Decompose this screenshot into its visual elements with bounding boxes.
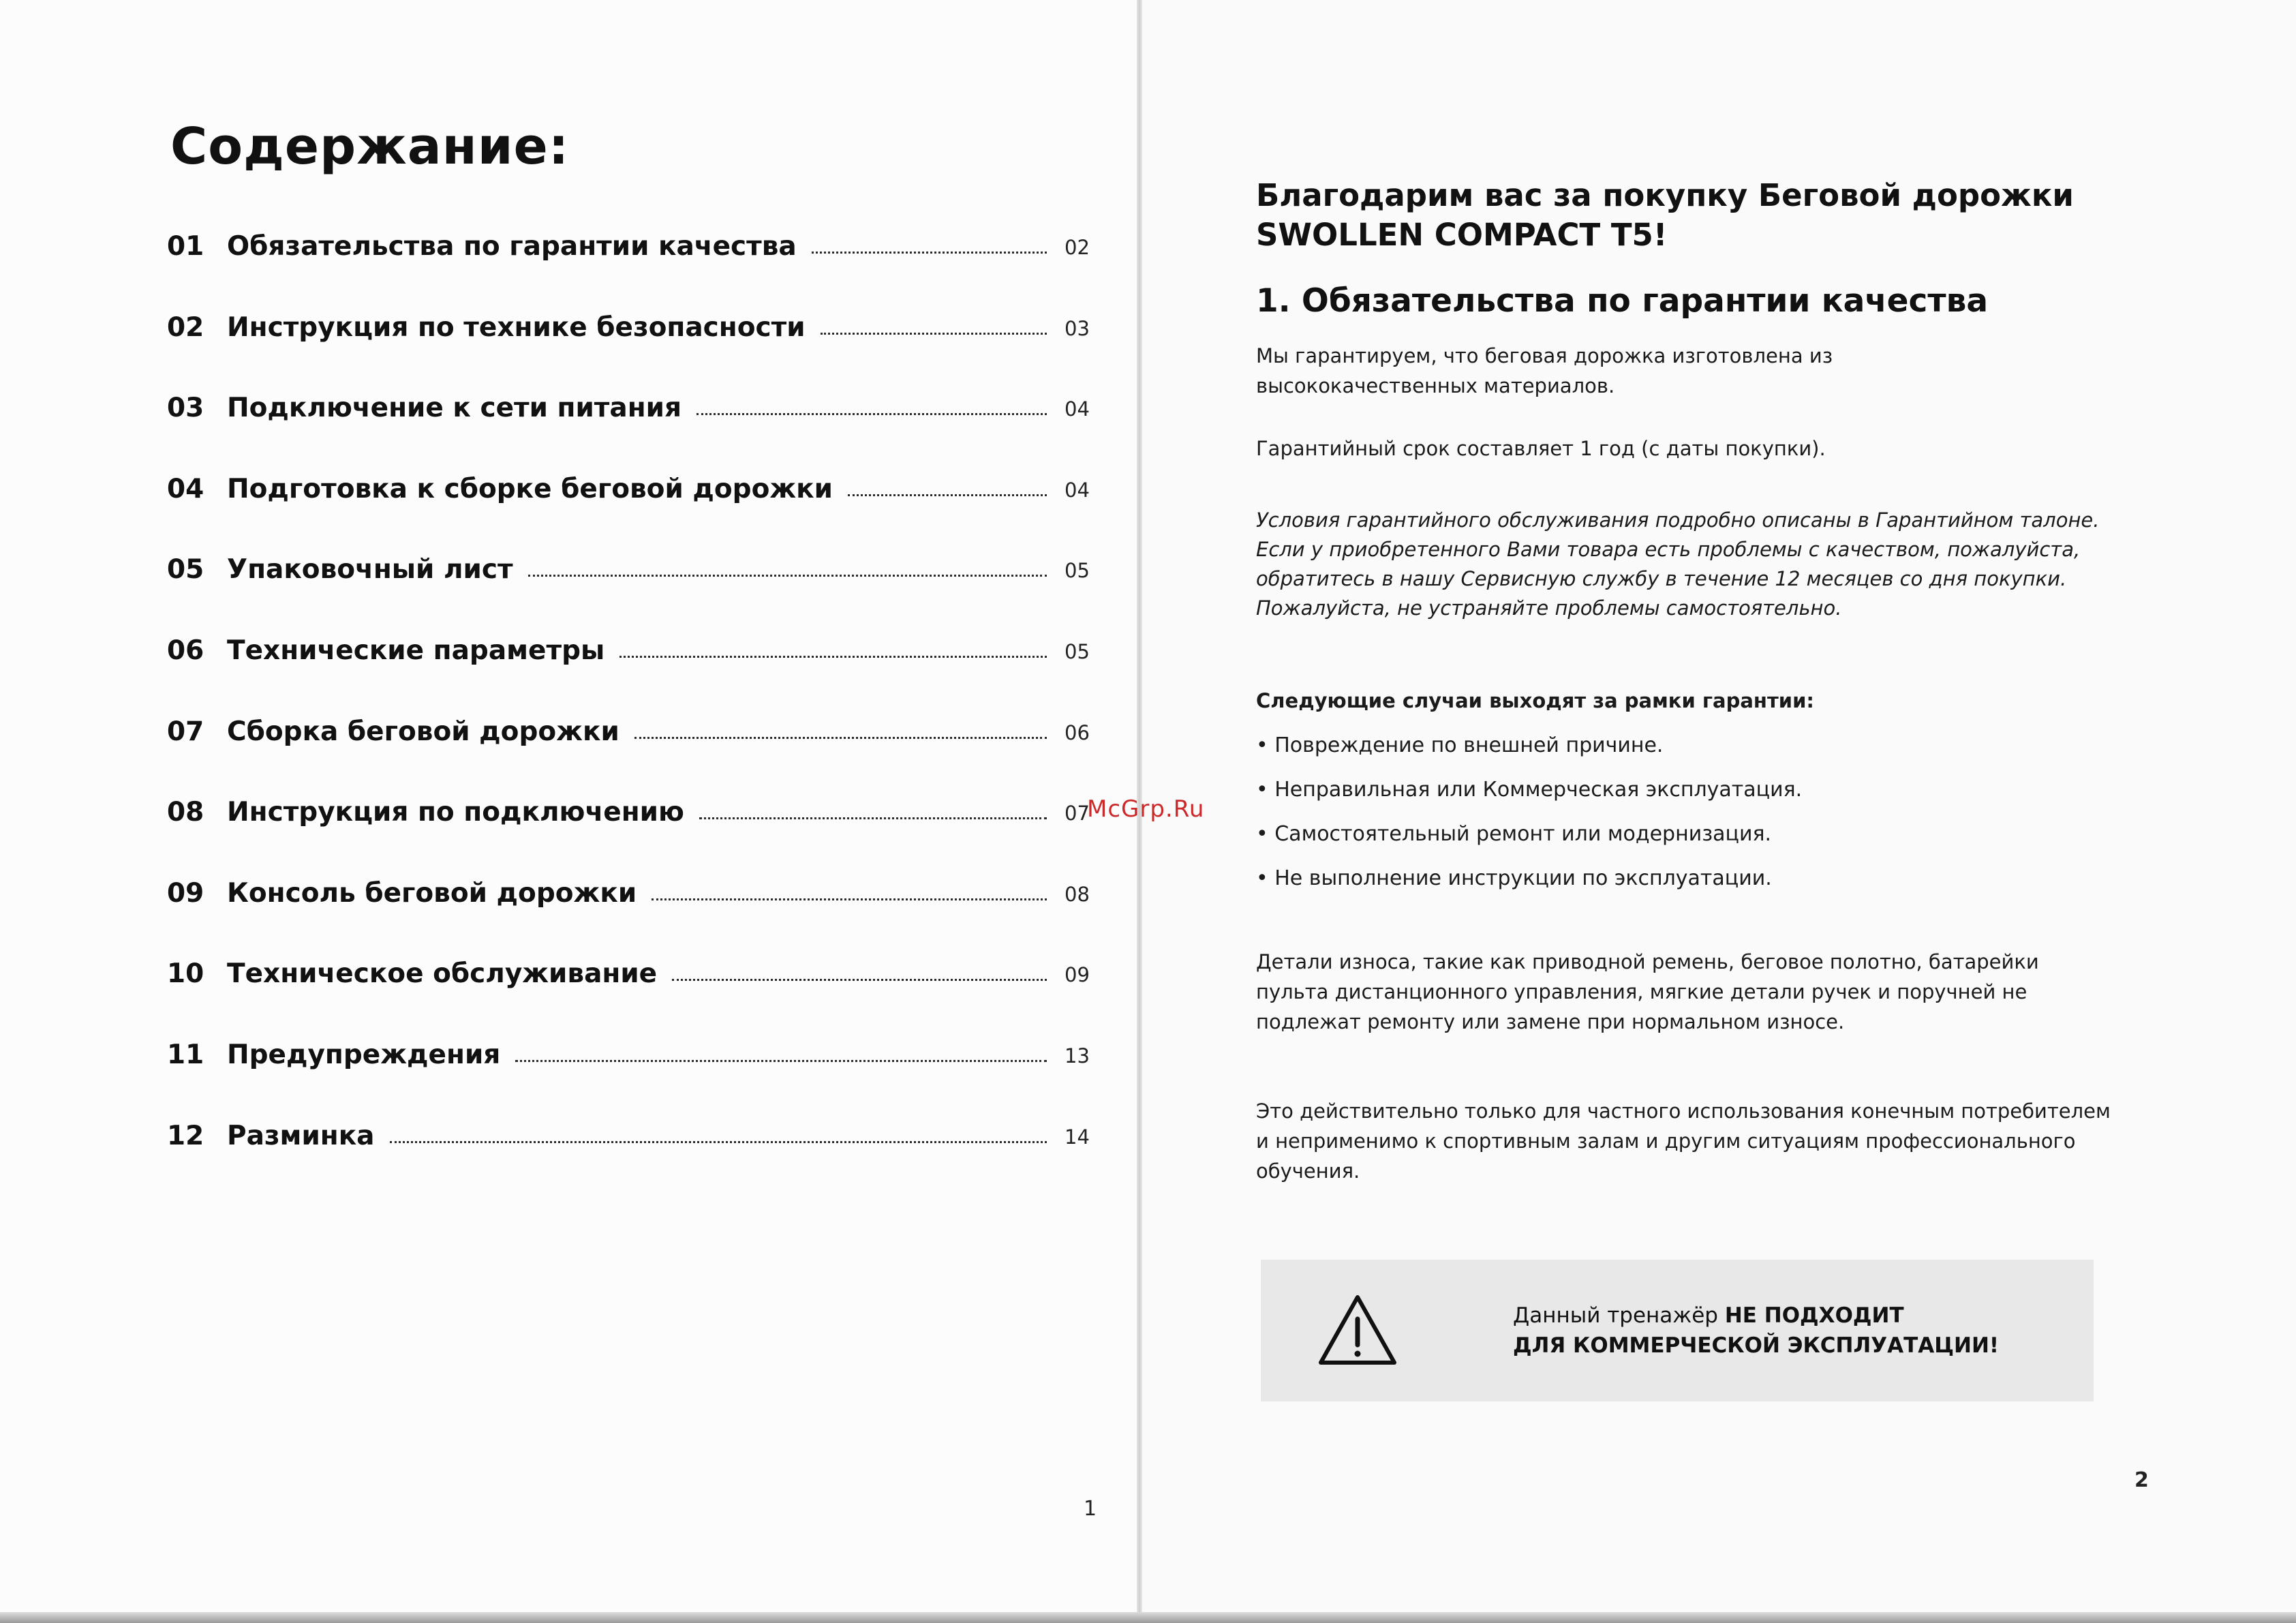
contents-row-page: 09 [1065,963,1090,986]
contents-row-page: 05 [1065,640,1090,663]
contents-row-label: Инструкция по технике безопасности [227,312,806,343]
contents-row-page: 05 [1065,559,1090,582]
contents-row-page: 07 [1065,802,1090,825]
warranty-period-paragraph: Гарантийный срок составляет 1 год (с даты покупки). [1256,437,1826,460]
contents-row-number: 02 [167,312,204,343]
notice-prefix: Данный тренажёр [1513,1303,1725,1328]
contents-row-number: 10 [167,958,204,989]
contents-dot-leader [619,656,1047,658]
contents-row-page: 13 [1065,1044,1090,1067]
contents-dot-leader [634,737,1047,739]
contents-row-page: 06 [1065,721,1090,744]
contents-row-number: 04 [167,474,204,504]
section-heading: 1. Обязательства по гарантии качества [1256,282,1989,320]
watermark: McGrp.Ru [1087,795,1205,823]
exclusions-heading: Следующие случаи выходят за рамки гарантии: [1256,689,1815,712]
contents-row-number: 01 [167,231,204,262]
contents-dot-leader [821,333,1047,335]
contents-row-label: Разминка [227,1121,375,1151]
contents-row-number: 05 [167,554,204,585]
commercial-use-notice [1261,1260,2094,1401]
service-conditions-paragraph: Условия гарантийного обслуживания подробно описаны в Гарантийном талоне. Если у приобретенного Вами товара есть проблемы с качеством, пожалуйста, обратитесь в нашу Сервисную службу в течение 12 месяцев со дня покупки. Пожалуйста, не устраняйте проблемы самостоятельно. [1256,509,2100,620]
contents-row-page: 02 [1065,236,1090,259]
contents-row [167,865,1097,909]
contents-row-label: Упаковочный лист [227,554,513,585]
contents-row-number: 12 [167,1121,204,1151]
contents-row-page: 04 [1065,479,1090,502]
page-number-left: 1 [1084,1497,1097,1521]
exclusion-item: • Неправильная или Коммерческая эксплуатация. [1256,778,1803,802]
contents-row-page: 03 [1065,317,1090,340]
exclusion-item: • Не выполнение инструкции по эксплуатации. [1256,866,1772,890]
thanks-heading [1256,176,2115,255]
page-edge-shadow [0,1612,2296,1623]
contents-row [167,703,1097,747]
contents-dot-leader [652,898,1047,900]
guarantee-paragraph: Мы гарантируем, что беговая дорожка изготовлена из высококачественных материалов. [1256,344,1833,397]
contents-dot-leader [672,979,1047,981]
contents-row-number: 03 [167,393,204,423]
contents-row-label: Техническое обслуживание [227,958,658,989]
left-page [0,0,1138,1623]
private-use-paragraph: Это действительно только для частного использования конечным потребителем и неприменимо к спортивным залам и другим ситуациям профессионального обучения. [1256,1099,2111,1183]
contents-row-number: 11 [167,1040,204,1070]
contents-row-page: 14 [1065,1125,1090,1149]
contents-dot-leader [515,1060,1047,1062]
thanks-line-2: SWOLLEN COMPACT T5! [1256,217,1668,253]
contents-row [167,945,1097,989]
contents-row-label: Подготовка к сборке беговой дорожки [227,474,833,504]
contents-row [167,380,1097,423]
warning-triangle-icon [1317,1293,1398,1368]
notice-emphasis-1: НЕ ПОДХОДИТ [1724,1303,1904,1328]
contents-row-label: Инструкция по подключению [227,797,684,828]
exclusions-list [1256,731,2115,894]
contents-dot-leader [697,413,1047,415]
contents-row-number: 07 [167,716,204,747]
exclusion-item: • Повреждение по внешней причине. [1256,733,1664,757]
contents-dot-leader [528,575,1047,577]
contents-row [167,1108,1097,1151]
contents-row-label: Подключение к сети питания [227,393,682,423]
contents-row-label: Предупреждения [227,1040,501,1070]
contents-row [167,784,1097,828]
contents-dot-leader [699,817,1047,819]
contents-row-page: 04 [1065,397,1090,421]
contents-row-number: 09 [167,878,204,909]
contents-dot-leader [812,252,1047,254]
contents-row-number: 06 [167,635,204,666]
contents-row [167,299,1097,343]
contents-row [167,1027,1097,1070]
contents-row-number: 08 [167,797,204,828]
notice-text [1513,1301,1999,1361]
contents-row-label: Технические параметры [227,635,605,666]
notice-emphasis-2: ДЛЯ КОММЕРЧЕСКОЙ ЭКСПЛУАТАЦИИ! [1513,1333,2000,1358]
contents-row-label: Сборка беговой дорожки [227,716,619,747]
thanks-line-1: Благодарим вас за покупку Беговой дорожки [1256,177,2074,213]
contents-dot-leader [390,1141,1047,1143]
contents-title: Содержание: [170,117,570,176]
contents-row-label: Обязательства по гарантии качества [227,231,797,262]
contents-row [167,218,1097,262]
contents-row [167,622,1097,666]
page-number-right: 2 [2134,1468,2149,1492]
contents-row-page: 08 [1065,883,1090,906]
exclusion-item: • Самостоятельный ремонт или модернизация. [1256,822,1772,846]
wear-parts-paragraph: Детали износа, такие как приводной ремень, беговое полотно, батарейки пульта дистанционного управления, мягкие детали ручек и поручней не подлежат ремонту или замене при нормальном износе. [1256,950,2039,1033]
contents-row-label: Консоль беговой дорожки [227,878,637,909]
contents-row [167,461,1097,504]
contents-row [167,541,1097,585]
contents-dot-leader [848,494,1047,496]
